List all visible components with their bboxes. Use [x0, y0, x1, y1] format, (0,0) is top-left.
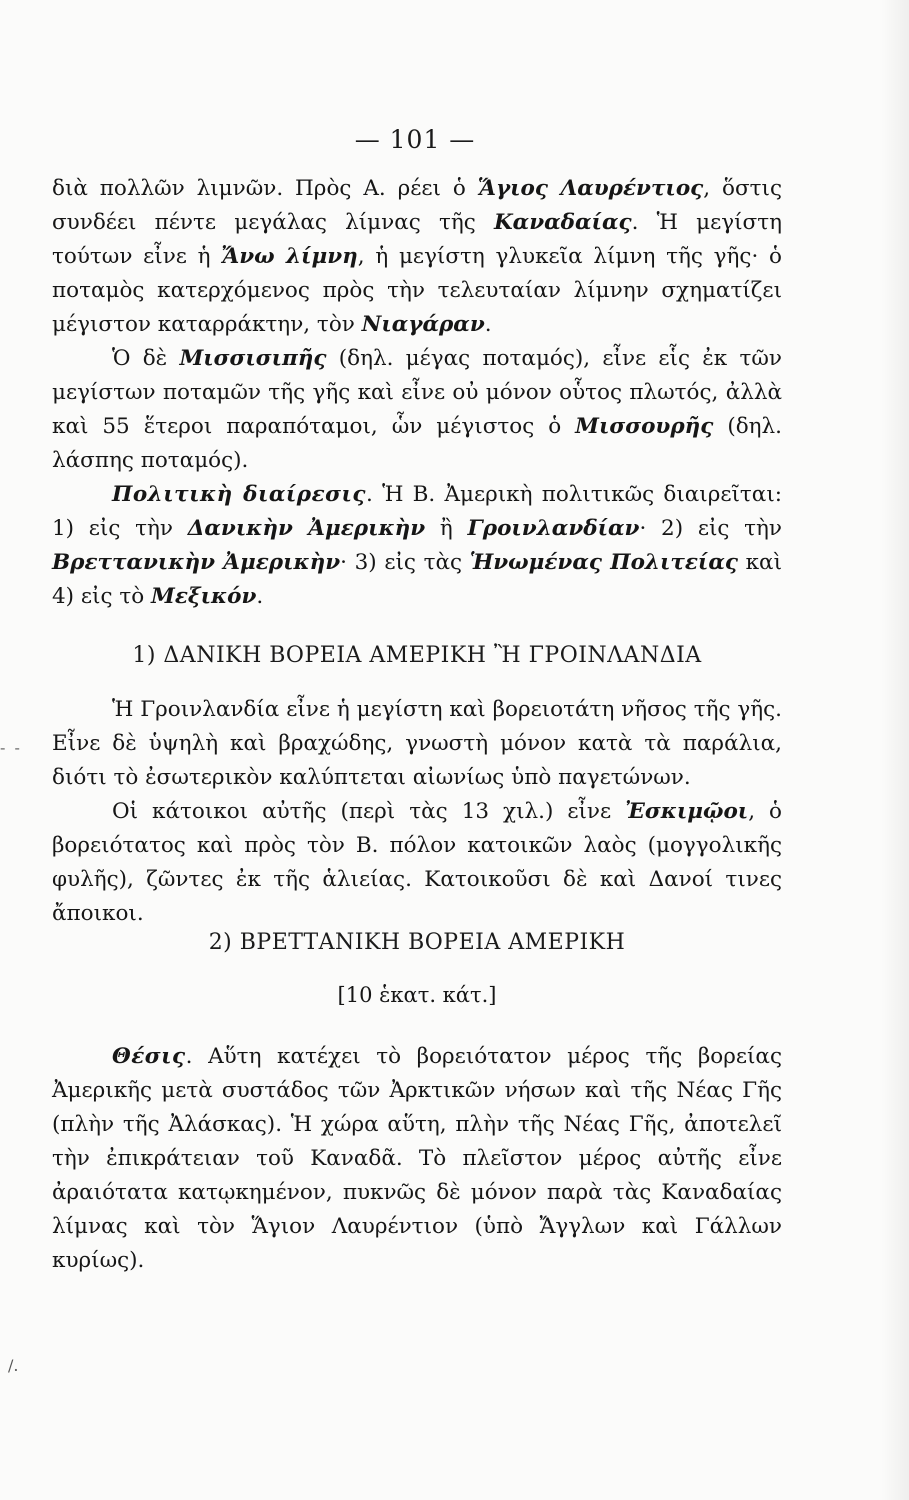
term-greenland: Γροινλανδίαν — [467, 516, 640, 541]
term-ano-limni: Ἄνω λίμνη — [221, 244, 358, 269]
edge-mark: /. — [8, 1356, 19, 1375]
heading-thesis: Θέσις — [112, 1044, 186, 1069]
section-subtitle-area: [10 ἑκατ. κάτ.] — [337, 983, 497, 1007]
paragraph-mississippi: Ὁ δὲ Μισσισιπῆς (δηλ. μέγας ποταμός), εἶνε εἷς ἐκ τῶν μεγίστων ποταμῶν τῆς γῆς καὶ εἶνε οὐ μόνον οὗτος πλωτός, ἀλλὰ καὶ 55 ἕτεροι παραπόταμοι, ὧν μέγιστος ὁ Μισσουρῆς (δηλ. λάσπης ποταμός). — [52, 346, 782, 473]
margin-dots: - - — [0, 738, 22, 757]
text-block-greenland — [52, 693, 782, 931]
term-kanadaias: Καναδαίας — [493, 210, 632, 235]
paragraph-thesis: Θέσις. Αὕτη κατέχει τὸ βορειότατον μέρος τῆς βορείας Ἀμερικῆς μετὰ συστάδος τῶν Ἀρκτικῶν νήσων καὶ τῆς Νέας Γῆς (πλὴν τῆς Ἀλάσκας). Ἡ χώρα αὕτη, πλὴν τῆς Νέας Γῆς, ἀποτελεῖ τὴν ἐπικράτειαν τοῦ Καναδᾶ. Τὸ πλεῖστον μέρος αὐτῆς εἶνε ἀραιότατα κατῳκημένον, πυκνῶς δὲ μόνον παρὰ τὰς Καναδαίας λίμνας καὶ τὸν Ἅγιον Λαυρέντιον (ὑπὸ Ἄγγλων καὶ Γάλλων κυρίως). — [52, 1044, 782, 1273]
text-block-british-america — [52, 1040, 782, 1278]
term-british-america: Βρεττανικὴν Ἀμερικὴν — [52, 550, 341, 575]
text-block-top — [52, 172, 782, 614]
term-danish-america: Δανικὴν Ἀμερικὴν — [187, 516, 426, 541]
term-agios-lavrentios: Ἅγιος Λαυρέντιος — [477, 176, 704, 201]
term-eskimos: Ἐσκιμῷοι — [625, 799, 749, 824]
paragraph-saint-lawrence: διὰ πολλῶν λιμνῶν. Πρὸς Α. ρέει ὁ Ἅγιος Λαυρέντιος, ὅστις συνδέει πέντε μεγάλας λίμνας τῆς Καναδαίας. Ἡ μεγίστη τούτων εἶνε ἡ Ἄνω λίμνη, ἡ μεγίστη γλυκεῖα λίμνη τῆς γῆς· ὁ ποταμὸς κατερχόμενος πρὸς τὴν τελευταίαν λίμνην σχηματίζει μέγιστον καταρράκτην, τὸν Νιαγάραν. — [52, 176, 782, 337]
heading-political-division: Πολιτικὴ διαίρεσις — [112, 482, 367, 507]
term-missouri: Μισσουρῆς — [575, 414, 714, 439]
term-mexico: Μεξικόν — [151, 584, 257, 609]
page-number: — 101 — — [354, 125, 476, 154]
section-title-greenland: 1) ΔΑΝΙΚΗ ΒΟΡΕΙΑ ΑΜΕΡΙΚΗ Ἢ ΓΡΟΙΝΛΑΝΔΙΑ — [132, 643, 702, 668]
paragraph-greenland-inhabitants: Οἱ κάτοικοι αὐτῆς (περὶ τὰς 13 χιλ.) εἶνε Ἐσκιμῷοι, ὁ βορειότατος καὶ πρὸς τὸν Β. πόλον κατοικῶν λαὸς (μογγολικῆς φυλῆς), ζῶντες ἐκ τῆς ἁλιείας. Κατοικοῦσι δὲ καὶ Δανοί τινες ἄποικοι. — [52, 799, 782, 926]
paragraph-political-division: Πολιτικὴ διαίρεσις. Ἡ Β. Ἀμερικὴ πολιτικῶς διαιρεῖται: 1) εἰς τὴν Δανικὴν Ἀμερικὴν ἢ Γροινλανδίαν· 2) εἰς τὴν Βρεττανικὴν Ἀμερικὴν· 3) εἰς τὰς Ἡνωμένας Πολιτείας καὶ 4) εἰς τὸ Μεξικόν. — [52, 482, 782, 609]
paragraph-greenland-geography: Ἡ Γροινλανδία εἶνε ἡ μεγίστη καὶ βορειοτάτη νῆσος τῆς γῆς. Εἶνε δὲ ὑψηλὴ καὶ βραχώδης, γνωστὴ μόνον κατὰ τὰ παράλια, διότι τὸ ἐσωτερικὸν καλύπτεται αἰωνίως ὑπὸ παγετώνων. — [52, 697, 782, 790]
section-title-british-america: 2) ΒΡΕΤΤΑΝΙΚΗ ΒΟΡΕΙΑ ΑΜΕΡΙΚΗ — [208, 930, 626, 955]
term-united-states: Ἡνωμένας Πολιτείας — [469, 550, 738, 575]
term-mississippi: Μισσισιπῆς — [179, 346, 327, 371]
page-edge-shade — [881, 0, 909, 1500]
term-niagaran: Νιαγάραν — [361, 312, 485, 337]
